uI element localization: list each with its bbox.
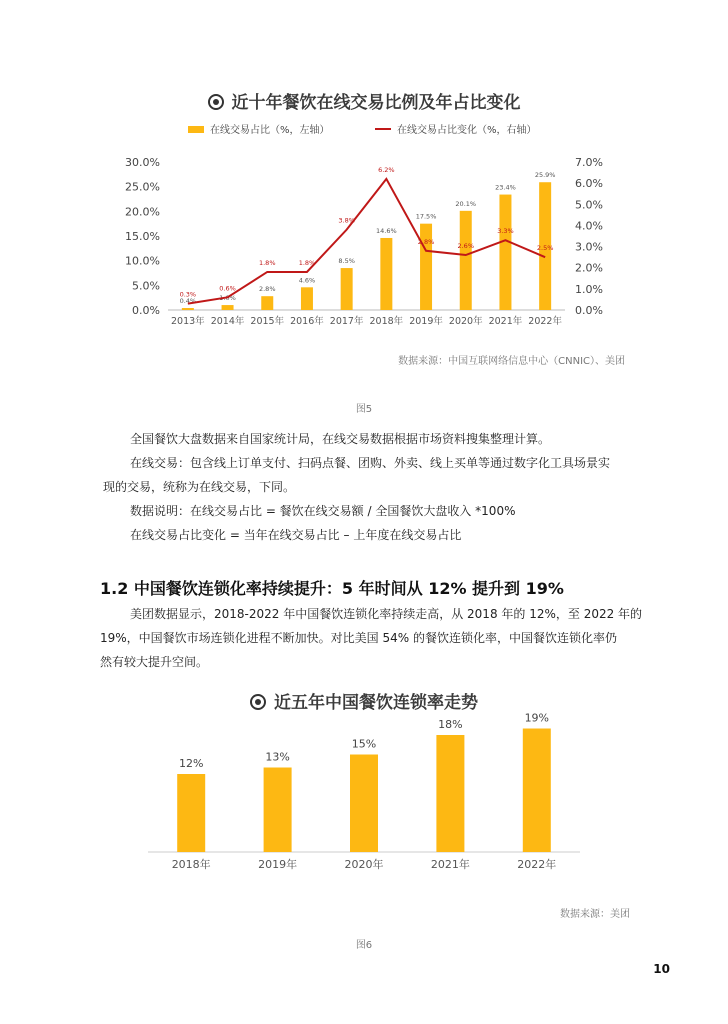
legend-line-label: 在线交易占比变化（%，右轴） [397,125,537,136]
bar-value-label: 8.5% [338,257,355,266]
bar-value-label: 13% [265,750,290,764]
bar [523,729,551,853]
right-axis-tick-label: 1.0% [575,282,603,296]
left-axis-tick-label: 20.0% [125,205,160,219]
figure6-caption: 图6 [355,940,373,951]
figure6-source: 数据来源：美团 [560,909,630,920]
bar [350,755,378,853]
paragraph-data-note: 数据说明：在线交易占比 = 餐饮在线交易额 / 全国餐饮大盘收入 *100% [130,504,516,518]
x-tick-label: 2018年 [171,858,211,871]
right-axis-tick-label: 4.0% [575,219,603,233]
figure5-source: 数据来源：中国互联网络信息中心（CNNIC）、美团 [398,356,625,367]
x-tick-label: 2020年 [448,316,483,327]
left-axis-tick-label: 0.0% [132,304,160,317]
bar [460,211,472,310]
bar-value-label: 25.9% [534,171,556,180]
legend-line-swatch [375,128,391,130]
x-tick-label: 2020年 [344,858,384,871]
bar-value-label: 15% [351,737,377,751]
x-tick-label: 2022年 [517,858,557,871]
x-tick-label: 2019年 [258,858,298,871]
x-tick-label: 2018年 [369,316,404,327]
section-heading: 1.2 中国餐饮连锁化率持续提升：5 年时间从 12% 提升到 19% [100,579,564,598]
legend-bar-item [188,121,330,136]
bar-value-label: 14.6% [376,226,397,235]
legend-bar-swatch [188,126,204,133]
bar [261,296,273,310]
bar-value-label: 12% [178,757,204,770]
bar [436,735,464,852]
right-axis-tick-label: 5.0% [575,198,603,212]
bar-value-label: 17.5% [415,212,437,221]
figure6-title-text: 近五年中国餐饮连锁率走势 [274,693,478,713]
paragraph-data-source: 全国餐饮大盘数据来自国家统计局，在线交易数据根据市场资料搜集整理计算。 [130,432,551,446]
target-icon [250,694,266,710]
left-axis-tick-label: 15.0% [125,230,160,243]
bar [341,268,353,310]
left-axis-tick-label: 10.0% [125,254,160,268]
chain-rate-chart [0,711,728,880]
x-tick-label: 2021年 [430,858,470,871]
bar [380,238,392,310]
figure5-title-text: 近十年餐饮在线交易比例及年占比变化 [231,93,521,113]
right-axis-tick-label: 7.0% [575,156,603,169]
right-axis-tick-label: 3.0% [575,240,603,254]
bar [264,768,292,853]
bar-value-label: 1.0% [219,294,236,303]
line-value-label: 3.8% [338,216,355,225]
figure5-caption: 图5 [355,404,373,415]
target-icon [208,94,224,110]
bar-value-label: 18% [438,718,463,731]
line-value-label: 6.2% [378,165,395,174]
right-axis-tick-label: 0.0% [575,304,603,317]
bar-value-label: 2.8% [258,285,276,294]
x-tick-label: 2019年 [409,316,443,327]
x-tick-label: 2021年 [488,316,523,327]
line-value-label: 0.3% [179,290,197,299]
x-tick-label: 2013年 [171,316,205,327]
bar [177,774,205,852]
bar-value-label: 0.4% [179,297,197,306]
section-paragraph-line1: 美团数据显示，2018-2022 年中国餐饮连锁化率持续走高，从 2018 年的 12%，至 2022 年的 [130,607,643,621]
paragraph-online-definition: 在线交易：包含线上订单支付、扫码点餐、团购、外卖、线上买单等通过数字化工具场景实 [130,456,611,470]
line-value-label: 2.8% [417,237,435,246]
legend-bar-label: 在线交易占比（%，左轴） [210,125,330,136]
bar [420,224,432,310]
paragraph-online-definition-cont: 现的交易，统称为在线交易，下同。 [103,480,296,494]
bar [222,305,234,310]
right-axis-tick-label: 6.0% [575,177,603,191]
section-paragraph-line3: 然有较大提升空间。 [100,655,209,669]
bar [182,308,194,310]
bar-value-label: 23.4% [495,183,516,192]
bar-value-label: 19% [524,711,550,725]
line-value-label: 2.5% [536,244,554,253]
figure6-title [0,688,728,713]
page-number: 10 [653,962,670,976]
left-axis-tick-label: 30.0% [125,156,160,169]
x-tick-label: 2022年 [528,316,562,327]
left-axis-tick-label: 25.0% [125,180,160,194]
legend-line-item [375,121,537,136]
change-line [188,179,545,304]
bar [499,195,511,310]
line-value-label: 1.8% [258,258,276,267]
right-axis-tick-label: 2.0% [575,261,603,275]
left-axis-tick-label: 5.0% [132,279,160,293]
bar [301,287,313,310]
x-tick-label: 2017年 [329,316,364,327]
x-tick-label: 2015年 [250,316,285,327]
line-value-label: 2.6% [457,242,475,251]
line-value-label: 3.3% [497,227,514,236]
line-value-label: 1.8% [298,258,316,267]
bar-value-label: 4.6% [298,276,316,285]
figure5-title [0,88,728,113]
bar-value-label: 20.1% [455,199,477,208]
paragraph-change-formula: 在线交易占比变化 = 当年在线交易占比 – 上年度在线交易占比 [130,528,462,542]
section-paragraph-line2: 19%，中国餐饮市场连锁化进程不断加快。对比美国 54% 的餐饮连锁化率，中国餐饮连锁化率仍 [100,631,617,645]
x-tick-label: 2014年 [210,316,245,327]
line-value-label: 0.6% [219,284,236,293]
x-tick-label: 2016年 [290,316,324,327]
online-transaction-chart [0,150,728,370]
